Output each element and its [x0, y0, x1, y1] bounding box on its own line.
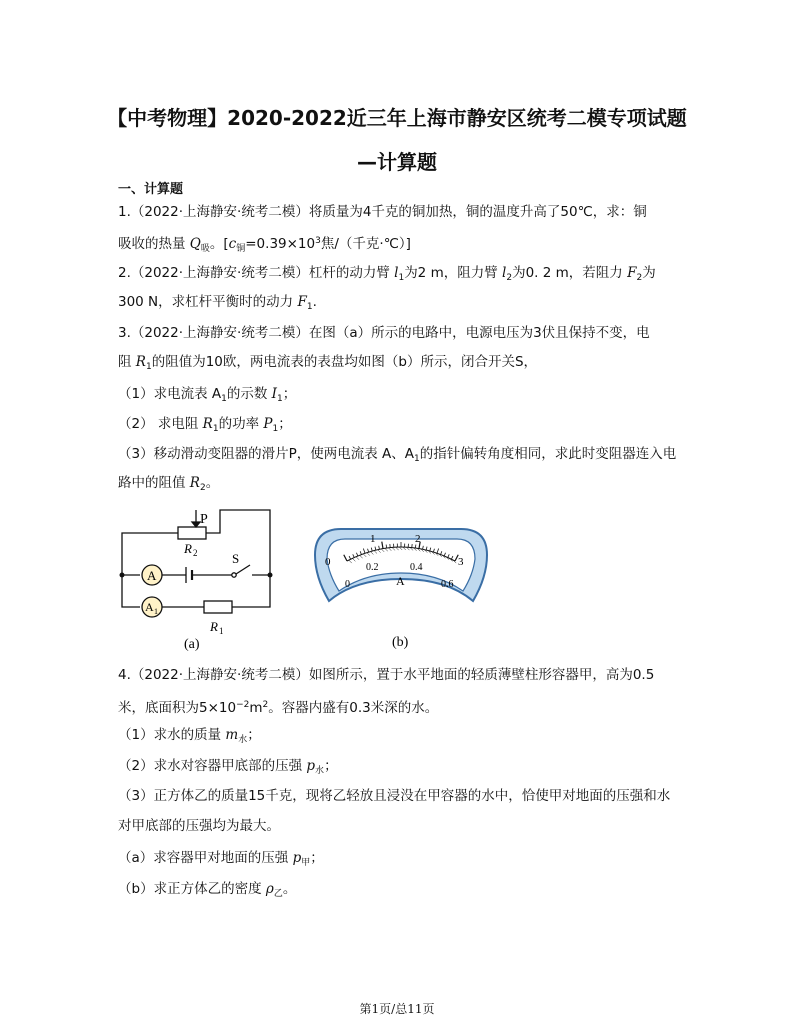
- lower-label-0: 0: [345, 579, 350, 590]
- q4-part-2: （2）求水对容器甲底部的压强 $p_水$；: [118, 758, 338, 776]
- page-footer: 第1页/总11页: [359, 1002, 435, 1016]
- label-r1: R: [210, 619, 218, 634]
- q2-line-2: 300 N，求杠杆平衡时的动力 $F_1$.: [118, 294, 317, 312]
- label-ammeter-a: A: [147, 568, 157, 583]
- wire-bottom-left: [122, 575, 140, 607]
- label-r2-sub: 2: [193, 548, 198, 558]
- upper-label-2: 2: [415, 533, 421, 545]
- q1-line-1: 1.（2022·上海静安·统考二模）将质量为4千克的铜加热，铜的温度升高了50℃，求：铜: [118, 204, 647, 220]
- label-p: P: [200, 512, 208, 527]
- upper-label-1: 1: [370, 533, 376, 545]
- junction-right: [268, 573, 273, 578]
- lower-label-0-4: 0.4: [410, 562, 423, 573]
- switch-s-lever: [236, 565, 250, 574]
- q4-part-3-line-1: （3）正方体乙的质量15千克，现将乙轻放且浸没在甲容器的水中，恰使甲对地面的压强和水: [118, 788, 671, 804]
- label-ammeter-a1: A: [145, 600, 154, 614]
- ammeter-dial: [307, 515, 495, 653]
- meter-unit-label: A: [396, 574, 405, 588]
- q3-part-3-line-2: 路中的阻值 $R_2$。: [118, 475, 220, 493]
- q2-line-1: 2.（2022·上海静安·统考二模）杠杆的动力臂 $l_1$为2 m，阻力臂 $l_2$为0. 2 m，若阻力 $F_2$为: [118, 265, 656, 283]
- upper-label-3: 3: [458, 556, 464, 568]
- lower-label-0-2: 0.2: [366, 562, 379, 573]
- q3-part-2: （2） 求电阻 $R_1$的功率 $P_1$；: [118, 416, 292, 434]
- q3-part-3-line-1: （3）移动滑动变阻器的滑片P，使两电流表 A、$A_1$的指针偏转角度相同，求此时变阻器连入电: [118, 446, 677, 464]
- q4-line-1: 4.（2022·上海静安·统考二模）如图所示，置于水平地面的轻质薄壁柱形容器甲，高为0.5: [118, 667, 655, 683]
- q4-part-1: （1）求水的质量 $m_水$；: [118, 727, 261, 745]
- label-ammeter-a1-sub: 1: [154, 607, 158, 616]
- q3-line-2: 阻 $R_1$的阻值为10欧，两电流表的表盘均如图（b）所示，闭合开关S，: [118, 354, 538, 372]
- q4-part-a: （a）求容器甲对地面的压强 $p_甲$；: [118, 850, 324, 868]
- title-line-1: 【中考物理】2020-2022近三年上海市静安区统考二模专项试题: [107, 106, 687, 130]
- label-r2: R: [184, 541, 192, 556]
- q4-line-2: 米，底面积为$5\times 10^{-2}m^2$。容器内盛有0.3米深的水。: [118, 700, 439, 716]
- rheostat-r2: [178, 527, 206, 539]
- junction-left: [120, 573, 125, 578]
- q1-line-2: 吸收的热量 $Q_吸$。[$c_铜=0.39\times 10^3$焦/（千克·℃）]: [118, 236, 411, 254]
- circuit-diagram: [112, 505, 282, 655]
- q4-part-b: （b）求正方体乙的密度 $\rho_乙$。: [118, 881, 297, 899]
- wire-bottom-right: [232, 575, 270, 607]
- q3-part-1: （1）求电流表 $A_1$的示数 $I_1$；: [118, 386, 297, 404]
- lower-label-0-6: 0.6: [441, 579, 454, 590]
- label-s: S: [232, 551, 240, 566]
- caption-a: (a): [184, 637, 200, 652]
- q4-part-3-line-2: 对甲底部的压强均为最大。: [118, 818, 280, 834]
- q3-line-1: 3.（2022·上海静安·统考二模）在图（a）所示的电路中，电源电压为3伏且保持不变，电: [118, 325, 650, 341]
- switch-contact-left: [232, 573, 236, 577]
- upper-label-0: 0: [325, 556, 331, 568]
- slider-p-arrow: [192, 522, 200, 527]
- title-line-2: —计算题: [357, 150, 437, 174]
- section-heading: 一、计算题: [118, 182, 184, 197]
- resistor-r1: [204, 601, 232, 613]
- label-r1-sub: 1: [219, 626, 224, 636]
- caption-b: (b): [392, 635, 409, 650]
